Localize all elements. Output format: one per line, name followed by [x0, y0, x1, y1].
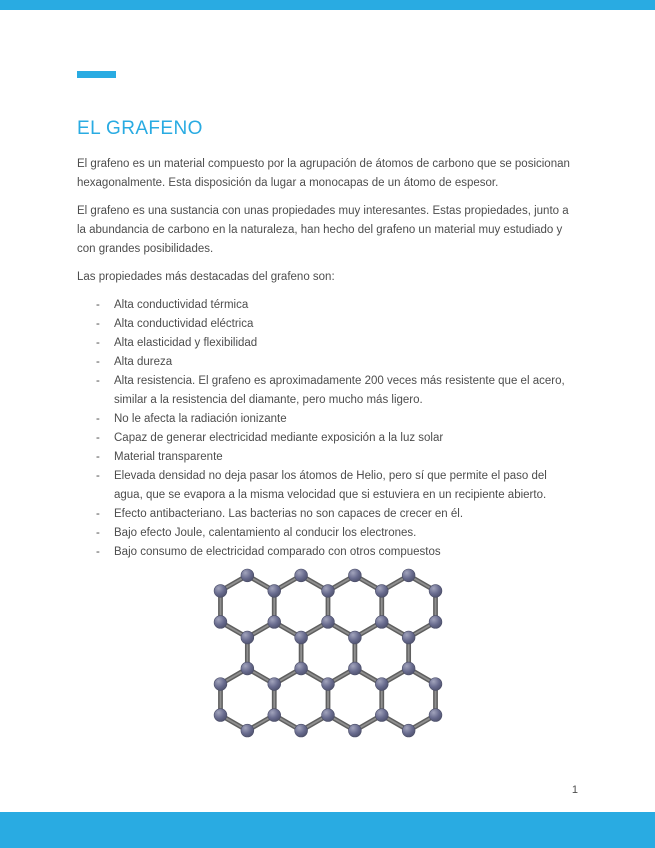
list-item-text: Capaz de generar electricidad mediante exposición a la luz solar [114, 431, 444, 444]
page-number: 1 [571, 784, 578, 796]
graphene-figure [77, 567, 578, 744]
list-item [96, 448, 578, 467]
document-content [77, 0, 578, 744]
list-item [96, 410, 578, 429]
intro-paragraph-2: El grafeno es una sustancia con unas propiedades muy interesantes. Estas propiedades, junto a la abundancia de carbono en la naturaleza, han hecho del grafeno un material muy estudiado y con grandes posibilidades. [77, 204, 569, 255]
list-item [96, 372, 578, 410]
list-item-text: No le afecta la radiación ionizante [114, 412, 287, 425]
list-item [96, 334, 578, 353]
list-item-text: Alta resistencia. El grafeno es aproximadamente 200 veces más resistente que el acero, similar a la resistencia del diamante, pero mucho más ligero. [114, 374, 565, 406]
list-bullet: - [96, 374, 100, 387]
list-lead-paragraph: Las propiedades más destacadas del grafeno son: [77, 270, 335, 283]
list-bullet: - [96, 450, 100, 463]
bottom-accent-bar [0, 812, 655, 848]
list-item-text: Alta conductividad térmica [114, 298, 249, 311]
list-item [96, 505, 578, 524]
list-item-text: Alta dureza [114, 355, 173, 368]
list-item [96, 429, 578, 448]
list-bullet: - [96, 317, 100, 330]
list-item [96, 315, 578, 334]
list-item-text: Bajo efecto Joule, calentamiento al conducir los electrones. [114, 526, 417, 539]
intro-paragraph-1: El grafeno es un material compuesto por la agrupación de átomos de carbono que se posicionan hexagonalmente. Esta disposición da lugar a monocapas de un átomo de espesor. [77, 157, 570, 189]
list-item-text: Material transparente [114, 450, 223, 463]
list-bullet: - [96, 431, 100, 444]
list-bullet: - [96, 545, 100, 558]
list-item [96, 467, 578, 505]
list-bullet: - [96, 355, 100, 368]
list-item [96, 543, 578, 562]
list-item-text: Alta elasticidad y flexibilidad [114, 336, 258, 349]
list-item [96, 353, 578, 372]
list-item [96, 296, 578, 315]
list-item-text: Efecto antibacteriano. Las bacterias no son capaces de crecer en él. [114, 507, 464, 520]
accent-dash [77, 71, 116, 78]
list-bullet: - [96, 336, 100, 349]
page-title: EL GRAFENO [77, 118, 203, 139]
list-item-text: Alta conductividad eléctrica [114, 317, 254, 330]
list-item-text: Elevada densidad no deja pasar los átomos de Helio, pero sí que permite el paso del agua, que se evapora a la misma velocidad que si estuviera en un recipiente abierto. [114, 469, 547, 501]
list-bullet: - [96, 298, 100, 311]
graphene-lattice-figure [212, 567, 444, 739]
list-bullet: - [96, 469, 100, 482]
list-bullet: - [96, 412, 100, 425]
properties-list [77, 296, 578, 562]
list-bullet: - [96, 507, 100, 520]
list-bullet: - [96, 526, 100, 539]
list-item [96, 524, 578, 543]
list-item-text: Bajo consumo de electricidad comparado con otros compuestos [114, 545, 441, 558]
